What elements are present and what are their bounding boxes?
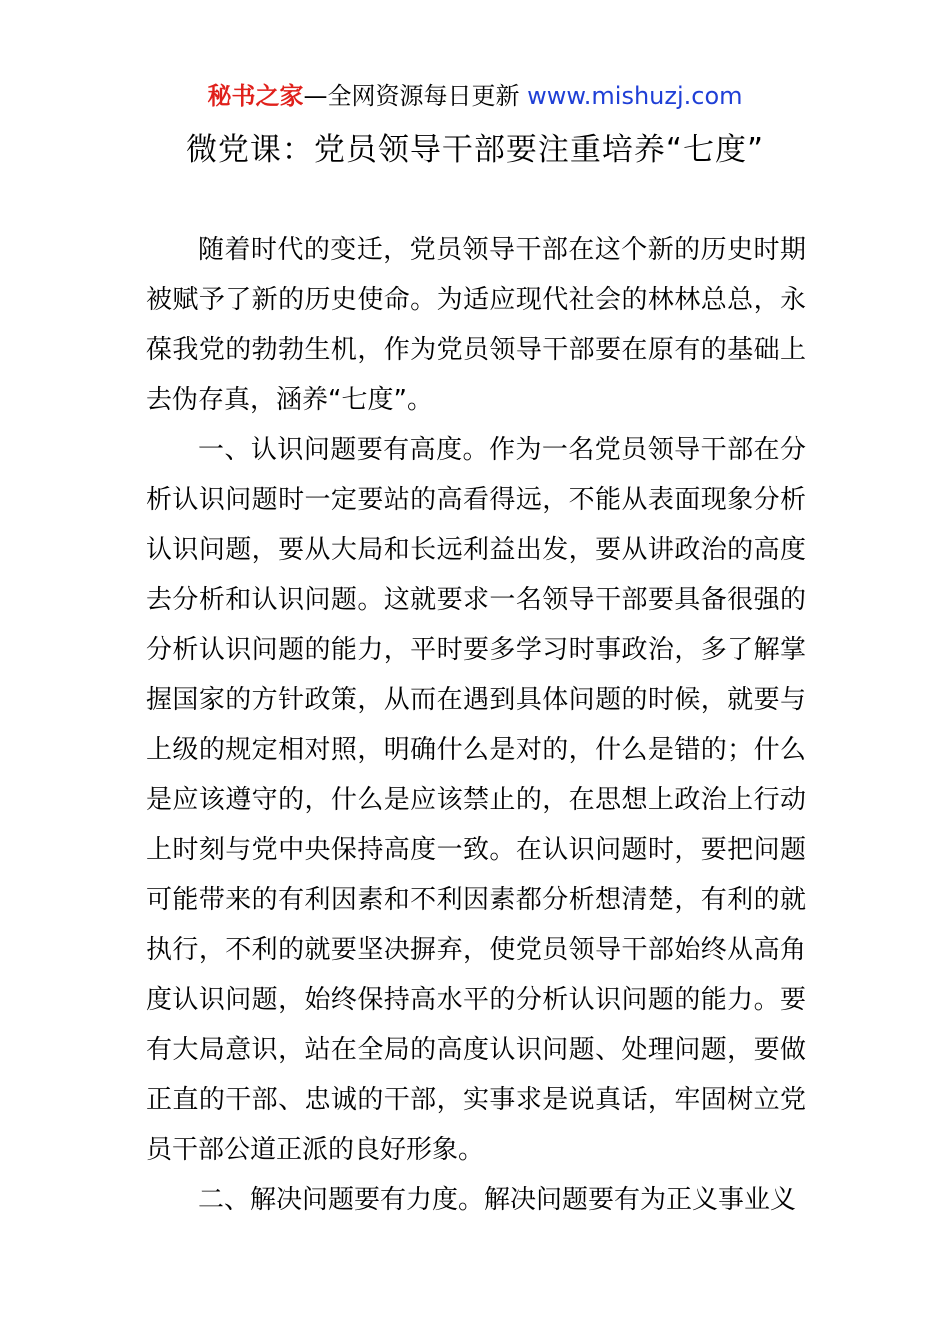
paragraph-intro: 随着时代的变迁，党员领导干部在这个新的历史时期被赋予了新的历史使命。为适应现代社会的林林总总，永葆我党的勃勃生机，作为党员领导干部要在原有的基础上去伪存真，涵养“七度”。 [146,235,806,415]
paragraph-section-two: 二、解决问题要有力度。解决问题要有为正义事业义 [198,1185,797,1215]
site-header [0,80,950,112]
document-title: 微党课：党员领导干部要注重培养“七度” [185,132,765,168]
paragraph-section-one: 一、认识问题要有高度。作为一名党员领导干部在分析认识问题时一定要站的高看得远，不能从表面现象分析认识问题，要从大局和长远利益出发，要从讲政治的高度去分析和认识问题。这就要求一名领导干部要具备很强的分析认识问题的能力，平时要多学习时事政治，多了解掌握国家的方针政策，从而在遇到具体问题的时候，就要与上级的规定相对照，明确什么是对的，什么是错的；什么是应该遵守的，什么是应该禁止的，在思想上政治上行动上时刻与党中央保持高度一致。在认识问题时，要把问题可能带来的有利因素和不利因素都分析想清楚，有利的就执行，不利的就要坚决摒弃，使党员领导干部始终从高角度认识问题，始终保持高水平的分析认识问题的能力。要有大局意识，站在全局的高度认识问题、处理问题，要做正直的干部、忠诚的干部，实事求是说真话，牢固树立党员干部公道正派的良好形象。 [146,435,806,1165]
site-slogan: —全网资源每日更新 [303,82,528,110]
document-body [146,225,806,1225]
site-brand: 秘书之家 [207,82,304,110]
site-url-link[interactable]: www.mishuzj.com [527,82,743,110]
